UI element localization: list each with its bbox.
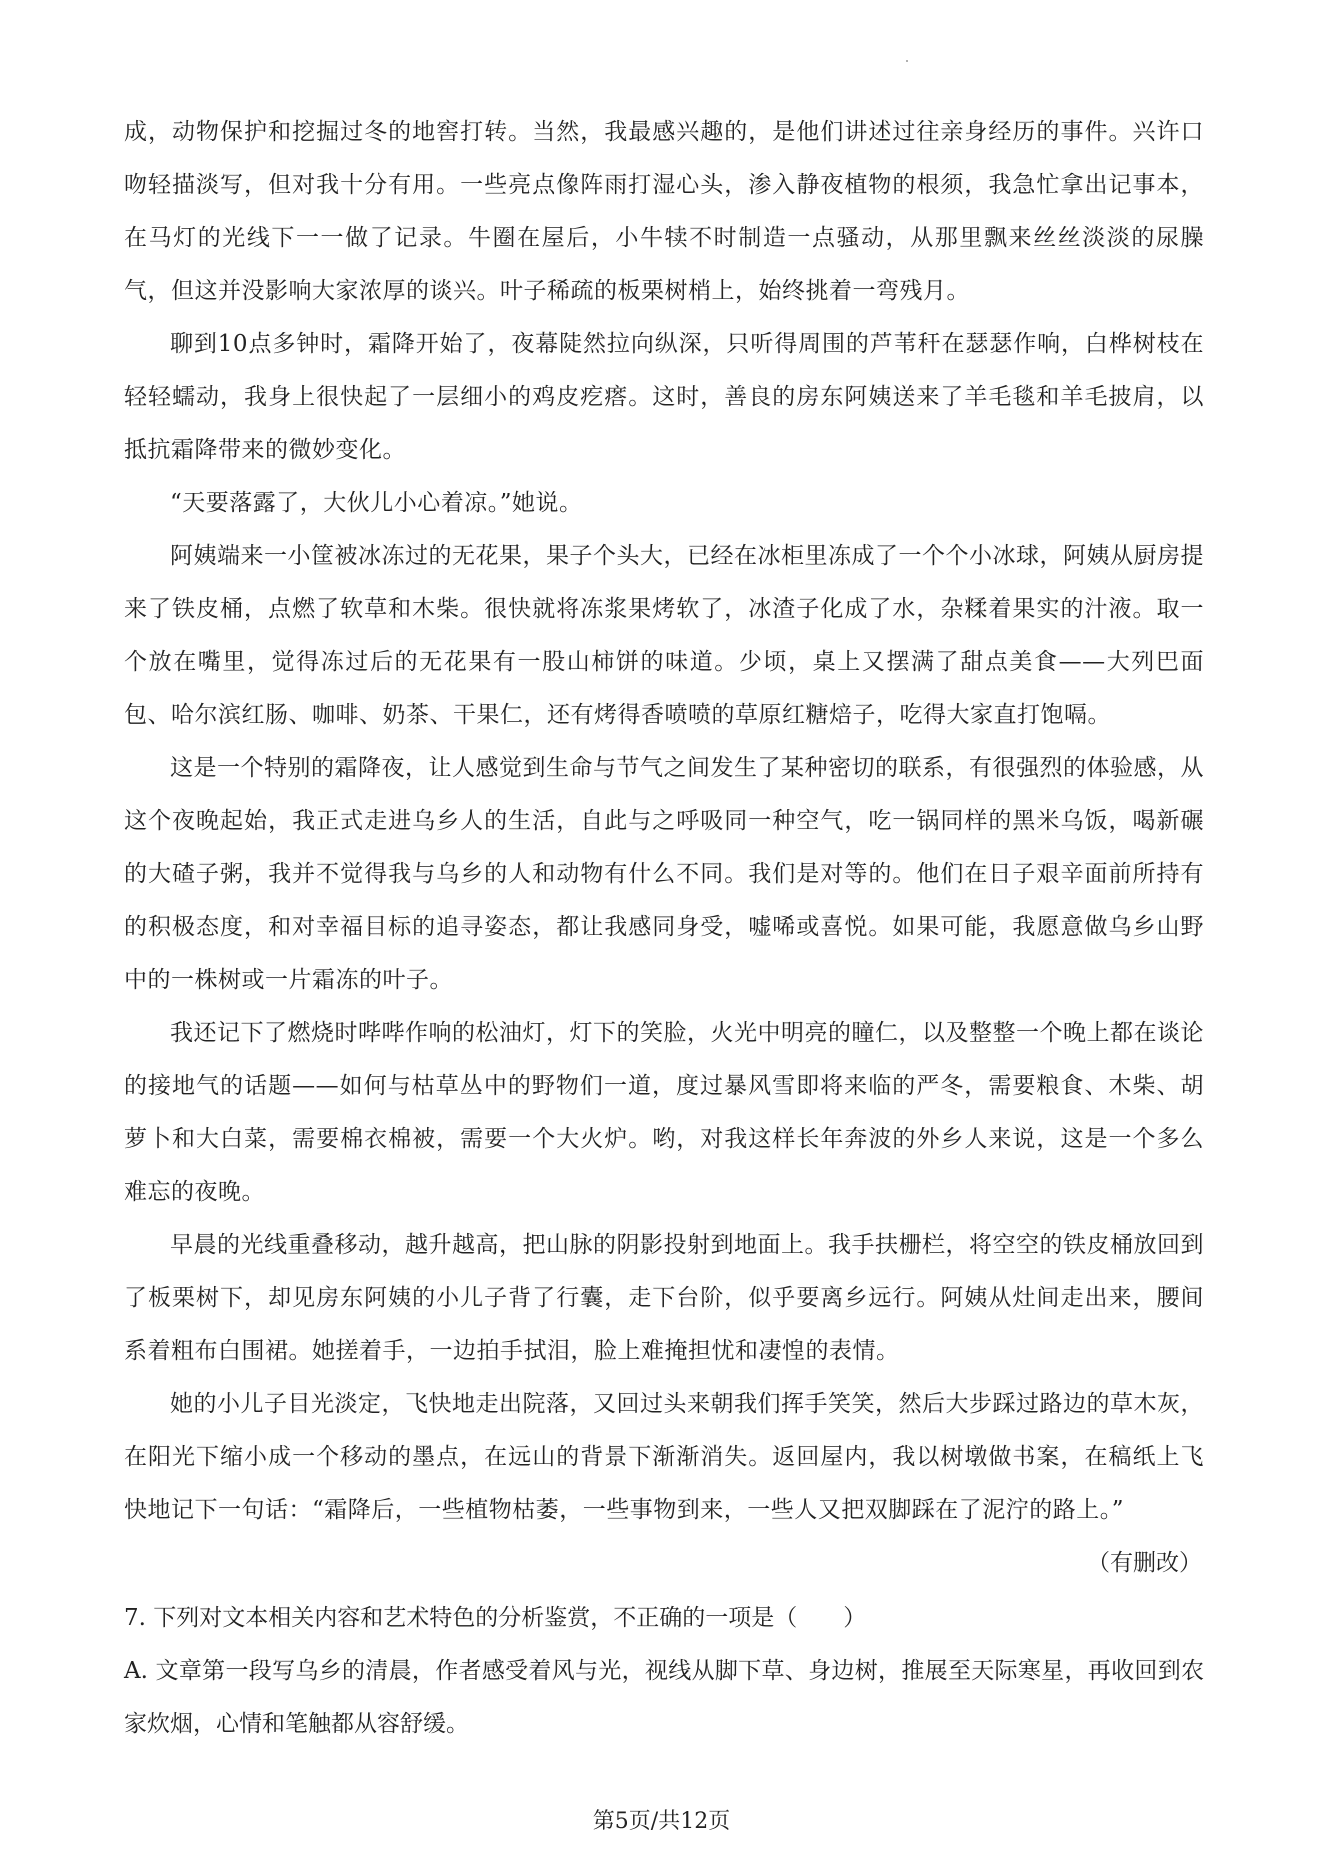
question-number: 7. [124, 1605, 146, 1631]
passage-paragraph-2: 聊到10点多钟时，霜降开始了，夜幕陡然拉向纵深，只听得周围的芦苇秆在瑟瑟作响，白桦树枝在轻轻蠕动，我身上很快起了一层细小的鸡皮疙瘩。这时，善良的房东阿姨送来了羊毛毯和羊毛披肩，以抵抗霜降带来的微妙变化。 [124, 331, 1204, 463]
question-7 [124, 1592, 1204, 1645]
passage-paragraph-8: 她的小儿子目光淡定，飞快地走出院落，又回过头来朝我们挥手笑笑，然后大步踩过路边的草木灰，在阳光下缩小成一个移动的墨点，在远山的背景下渐渐消失。返回屋内，我以树墩做书案，在稿纸上飞快地记下一句话：“霜降后，一些植物枯萎，一些事物到来，一些人又把双脚踩在了泥泞的路上。” [124, 1391, 1204, 1523]
passage-paragraph-5: 这是一个特别的霜降夜，让人感觉到生命与节气之间发生了某种密切的联系，有很强烈的体验感，从这个夜晚起始，我正式走进乌乡人的生活，自此与之呼吸同一种空气，吃一锅同样的黑米乌饭，喝新碾的大碴子粥，我并不觉得我与乌乡的人和动物有什么不同。我们是对等的。他们在日子艰辛面前所持有的积极态度，和对幸福目标的追寻姿态，都让我感同身受，嘘唏或喜悦。如果可能，我愿意做乌乡山野中的一株树或一片霜冻的叶子。 [124, 755, 1204, 993]
passage-paragraph-1: 成，动物保护和挖掘过冬的地窖打转。当然，我最感兴趣的，是他们讲述过往亲身经历的事件。兴许口吻轻描淡写，但对我十分有用。一些亮点像阵雨打湿心头，渗入静夜植物的根须，我急忙拿出记事本，在马灯的光线下一一做了记录。牛圈在屋后，小牛犊不时制造一点骚动，从那里飘来丝丝淡淡的尿臊气，但这并没影响大家浓厚的谈兴。叶子稀疏的板栗树梢上，始终挑着一弯残月。 [124, 119, 1204, 304]
page-footer: 第5页/共12页 [592, 1809, 731, 1834]
question-stem: 下列对文本相关内容和艺术特色的分析鉴赏，不正确的一项是（ ） [153, 1605, 867, 1631]
passage-paragraph-4: 阿姨端来一小筐被冰冻过的无花果，果子个头大，已经在冰柜里冻成了一个个小冰球，阿姨从厨房提来了铁皮桶，点燃了软草和木柴。很快就将冻浆果烤软了，冰渣子化成了水，杂糅着果实的汁液。取一个放在嘴里，觉得冻过后的无花果有一股山柿饼的味道。少顷，桌上又摆满了甜点美食——大列巴面包、哈尔滨红肠、咖啡、奶茶、干果仁，还有烤得香喷喷的草原红糖焙子，吃得大家直打饱嗝。 [124, 543, 1204, 728]
question-7-option-a: A. 文章第一段写乌乡的清晨，作者感受着风与光，视线从脚下草、身边树，推展至天际寒星，再收回到农家炊烟，心情和笔触都从容舒缓。 [124, 1658, 1204, 1737]
reading-passage [124, 106, 1204, 1751]
scan-speck [906, 60, 908, 62]
passage-paragraph-6: 我还记下了燃烧时哔哔作响的松油灯，灯下的笑脸，火光中明亮的瞳仁，以及整整一个晚上都在谈论的接地气的话题——如何与枯草丛中的野物们一道，度过暴风雪即将来临的严冬，需要粮食、木柴、胡萝卜和大白菜，需要棉衣棉被，需要一个大火炉。哟，对我这样长年奔波的外乡人来说，这是一个多么难忘的夜晚。 [124, 1020, 1204, 1205]
passage-paragraph-7: 早晨的光线重叠移动，越升越高，把山脉的阴影投射到地面上。我手扶栅栏，将空空的铁皮桶放回到了板栗树下，却见房东阿姨的小儿子背了行囊，走下台阶，似乎要离乡远行。阿姨从灶间走出来，腰间系着粗布白围裙。她搓着手，一边拍手拭泪，脸上难掩担忧和凄惶的表情。 [124, 1232, 1204, 1364]
passage-paragraph-3: “天要落露了，大伙儿小心着凉。”她说。 [170, 490, 583, 516]
source-note: （有删改） [1087, 1550, 1202, 1576]
